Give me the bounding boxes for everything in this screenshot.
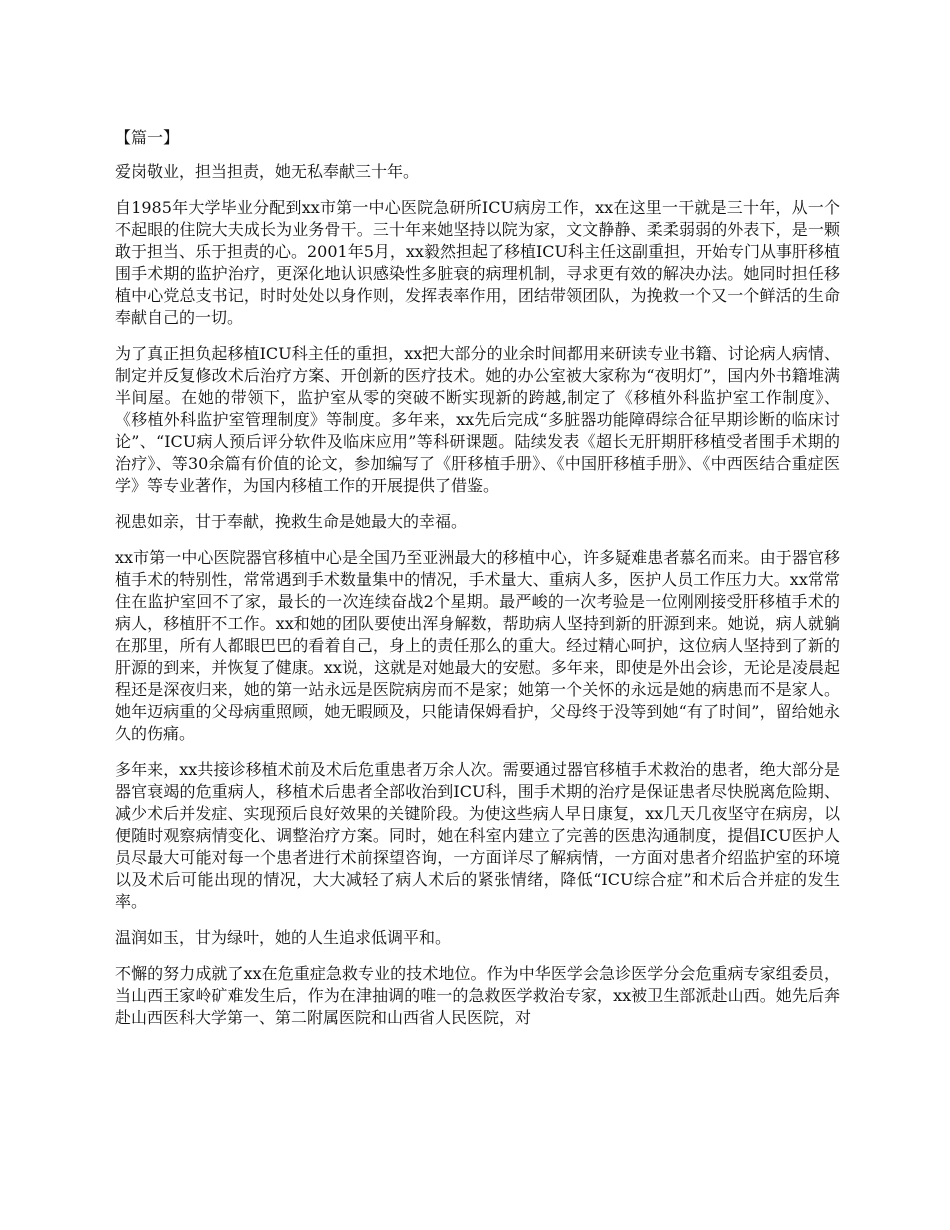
document-body	[115, 127, 840, 1043]
paragraph-3: 为了真正担负起移植ICU科主任的重担，xx把大部分的业余时间都用来研读专业书籍、讨论病人病情、制定并反复修改术后治疗方案、开创新的医疗技术。她的办公室被大家称为“夜明灯”，国内外书籍堆满半间屋。在她的带领下，监护室从零的突破不断实现新的跨越,制定了《移植外科监护室工作制度》、《移植外科监护室管理制度》等制度。多年来，xx先后完成“多脏器功能障碍综合征早期诊断的临床讨论”、“ICU病人预后评分软件及临床应用”等科研课题。陆续发表《超长无肝期肝移植受者围手术期的治疗》、等30余篇有价值的论文，参加编写了《肝移植手册》、《中国肝移植手册》、《中西医结合重症医学》等专业著作，为国内移植工作的开展提供了借鉴。	[115, 344, 840, 495]
paragraph-6: 多年来，xx共接诊移植术前及术后危重患者万余人次。需要通过器官移植手术救治的患者，绝大部分是器官衰竭的危重病人，移植术后患者全部收治到ICU科，围手术期的治疗是保证患者尽快脱离危险期、减少术后并发症、实现预后良好效果的关键阶段。为使这些病人早日康复，xx几天几夜坚守在病房，以便随时观察病情变化、调整治疗方案。同时，她在科室内建立了完善的医患沟通制度，提倡ICU医护人员尽最大可能对每一个患者进行术前探望咨询，一方面详尽了解病情，一方面对患者介绍监护室的环境以及术后可能出现的情况，大大减轻了病人术后的紧张情绪，降低“ICU综合症”和术后合并症的发生率。	[115, 760, 840, 911]
paragraph-2: 自1985年大学毕业分配到xx市第一中心医院急研所ICU病房工作，xx在这里一干就是三十年，从一个不起眼的住院大夫成长为业务骨干。三十年来她坚持以院为家，文文静静、柔柔弱弱的外表下，是一颗敢于担当、乐于担责的心。2001年5月，xx毅然担起了移植ICU科主任这副重担，开始专门从事肝移植围手术期的监护治疗，更深化地认识感染性多脏衰的病理机制，寻求更有效的解决办法。她同时担任移植中心党总支书记，时时处处以身作则，发挥表率作用，团结带领团队，为挽救一个又一个鲜活的生命奉献自己的一切。	[115, 198, 840, 327]
paragraph-5: xx市第一中心医院器官移植中心是全国乃至亚洲最大的移植中心，许多疑难患者慕名而来。由于器官移植手术的特别性，常常遇到手术数量集中的情况，手术量大、重病人多，医护人员工作压力大。xx常常住在监护室回不了家，最长的一次连续奋战2个星期。最严峻的一次考验是一位刚刚接受肝移植手术的病人，移植肝不工作。xx和她的团队要使出浑身解数，帮助病人坚持到新的肝源到来。她说，病人就躺在那里，所有人都眼巴巴的看着自己，身上的责任那么的重大。经过精心呵护，这位病人坚持到了新的肝源的到来，并恢复了健康。xx说，这就是对她最大的安慰。多年来，即使是外出会诊，无论是凌晨起程还是深夜归来，她的第一站永远是医院病房而不是家；她第一个关怀的永远是她的病患而不是家人。她年迈病重的父母病重照顾，她无暇顾及，只能请保姆看护，父母终于没等到她“有了时间”，留给她永久的伤痛。	[115, 548, 840, 743]
paragraph-4: 视患如亲，甘于奉献，挽救生命是她最大的幸福。	[115, 512, 468, 531]
paragraph-1: 爱岗敬业，担当担责，她无私奉献三十年。	[115, 162, 420, 181]
paragraph-7: 温润如玉，甘为绿叶，她的人生追求低调平和。	[115, 928, 452, 947]
section-title: 【篇一】	[115, 128, 180, 147]
paragraph-8: 不懈的努力成就了xx在危重症急救专业的技术地位。作为中华医学会急诊医学分会危重病专家组委员，当山西王家岭矿难发生后，作为在津抽调的唯一的急救医学救治专家，xx被卫生部派赴山西。她先后奔赴山西医科大学第一、第二附属医院和山西省人民医院，对	[115, 964, 840, 1027]
